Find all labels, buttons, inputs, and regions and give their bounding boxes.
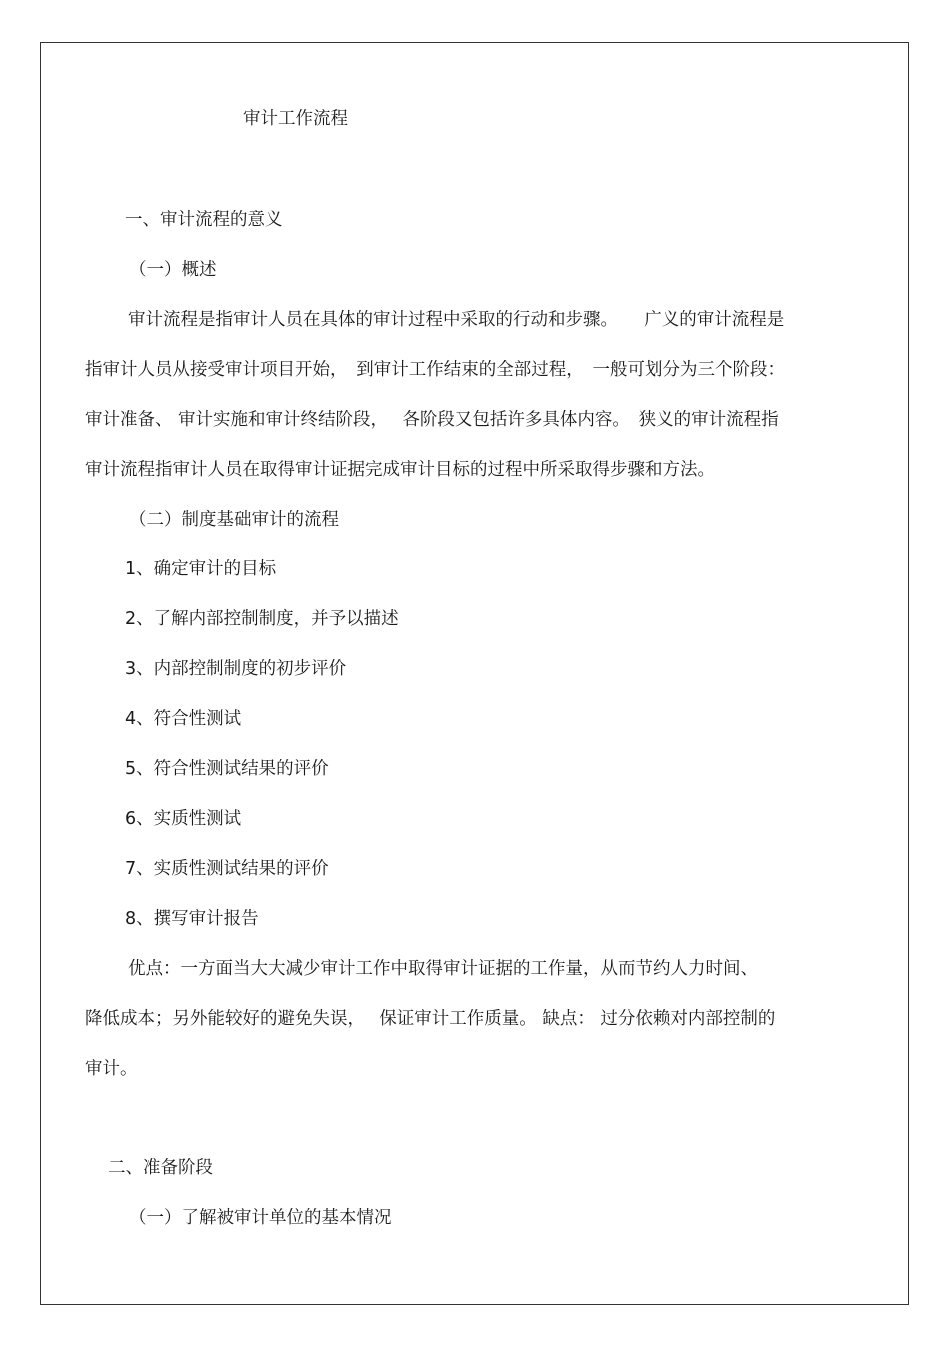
document-title: 审计工作流程 (243, 109, 348, 129)
section-1-sub-2: （二）制度基础审计的流程 (129, 510, 339, 530)
step-1: 1、确定审计的目标 (125, 559, 277, 579)
step-7: 7、实质性测试结果的评价 (125, 859, 329, 879)
overview-line-1: 审计流程是指审计人员在具体的审计过程中采取的行动和步骤。 广义的审计流程是 (128, 310, 785, 330)
overview-line-3: 审计准备、 审计实施和审计终结阶段， 各阶段又包括许多具体内容。 狭义的审计流程指 (85, 410, 779, 430)
section-2-sub-1: （一）了解被审计单位的基本情况 (129, 1208, 392, 1228)
section-2-heading: 二、准备阶段 (108, 1158, 213, 1178)
section-1-heading: 一、审计流程的意义 (125, 210, 283, 230)
overview-line-2: 指审计人员从接受审计项目开始， 到审计工作结束的全部过程， 一般可划分为三个阶段： (85, 360, 785, 380)
section-1-sub-1: （一）概述 (129, 260, 217, 280)
step-4: 4、符合性测试 (125, 709, 242, 729)
step-2: 2、了解内部控制制度，并予以描述 (125, 609, 399, 629)
pros-cons-line-1: 优点：一方面当大大减少审计工作中取得审计证据的工作量，从而节约人力时间、 (128, 959, 758, 979)
step-6: 6、实质性测试 (125, 809, 242, 829)
overview-line-4: 审计流程指审计人员在取得审计证据完成审计目标的过程中所采取得步骤和方法。 (85, 460, 715, 480)
step-5: 5、符合性测试结果的评价 (125, 759, 329, 779)
pros-cons-line-2: 降低成本；另外能较好的避免失误， 保证审计工作质量。 缺点： 过分依赖对内部控制的 (85, 1009, 776, 1029)
step-3: 3、内部控制制度的初步评价 (125, 659, 347, 679)
pros-cons-line-3: 审计。 (85, 1059, 138, 1079)
step-8: 8、撰写审计报告 (125, 909, 259, 929)
